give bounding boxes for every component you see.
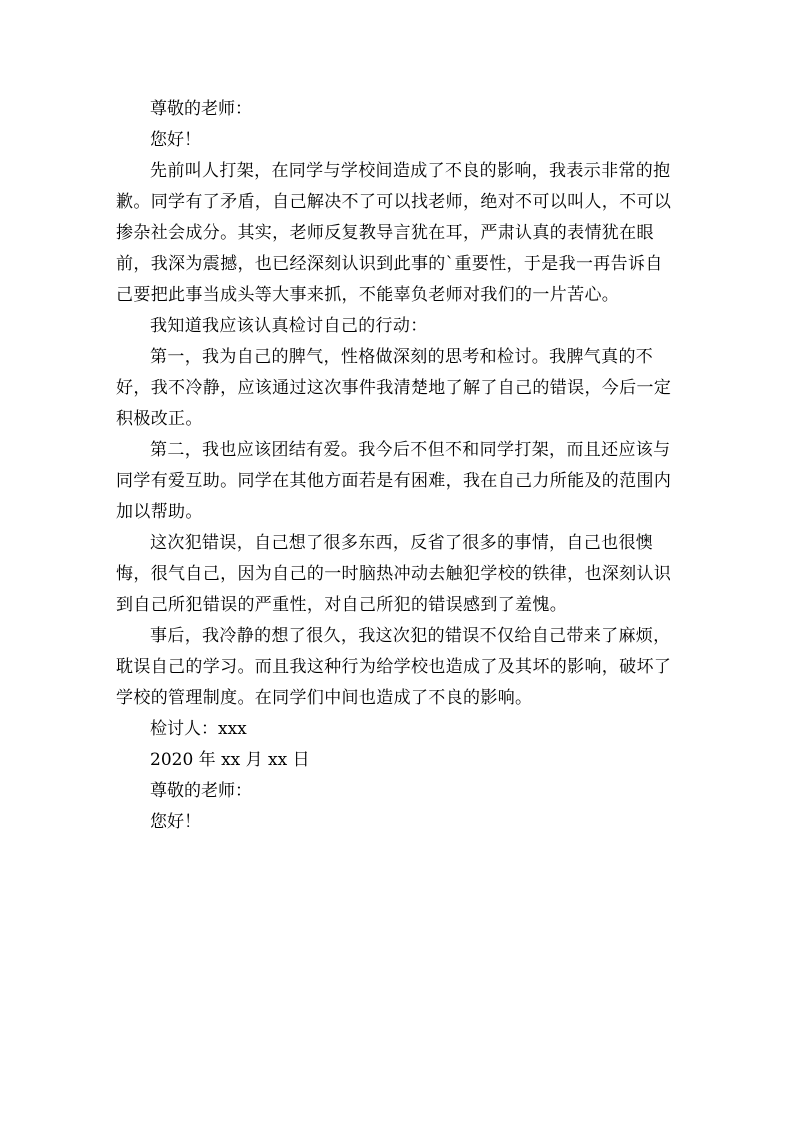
paragraph-point-two: 第二，我也应该团结有爱。我今后不但不和同学打架，而且还应该与同学有爱互助。同学在其他方面若是有困难，我在自己力所能及的范围内加以帮助。 [116, 440, 672, 522]
paragraph-intro: 我知道我应该认真检讨自己的行动： [150, 316, 428, 336]
paragraph-point-one: 第一，我为自己的脾气，性格做深刻的思考和检讨。我脾气真的不好，我不冷静，应该通过这次事件我清楚地了解了自己的错误，今后一定积极改正。 [116, 347, 672, 429]
salutation: 尊敬的老师： [150, 99, 252, 119]
paragraph-apology: 先前叫人打架，在同学与学校间造成了不良的影响，我表示非常的抱歉。同学有了矛盾，自己解决不了可以找老师，绝对不可以叫人，不可以掺杂社会成分。其实，老师反复教导言犹在耳，严肃认真的表情犹在眼前，我深为震撼，也已经深刻认识到此事的`重要性，于是我一再告诉自己要把此事当成头等大事来抓，不能辜负老师对我们的一片苦心。 [116, 161, 672, 305]
paragraph-aftermath: 事后，我冷静的想了很久，我这次犯的错误不仅给自己带来了麻烦，耽误自己的学习。而且我这种行为给学校也造成了及其坏的影响，破坏了学校的管理制度。在同学们中间也造成了不良的影响。 [116, 626, 672, 708]
greeting: 您好！ [150, 812, 201, 832]
salutation: 尊敬的老师： [150, 781, 252, 801]
date: 2020 年 xx 月 xx 日 [150, 750, 310, 770]
letter-body [116, 94, 679, 838]
signature: 检讨人：xxx [150, 719, 247, 739]
greeting: 您好！ [150, 130, 201, 150]
paragraph-reflection: 这次犯错误，自己想了很多东西，反省了很多的事情，自己也很懊悔，很气自己，因为自己的一时脑热冲动去触犯学校的铁律，也深刻认识到自己所犯错误的严重性，对自己所犯的错误感到了羞愧。 [116, 533, 672, 615]
